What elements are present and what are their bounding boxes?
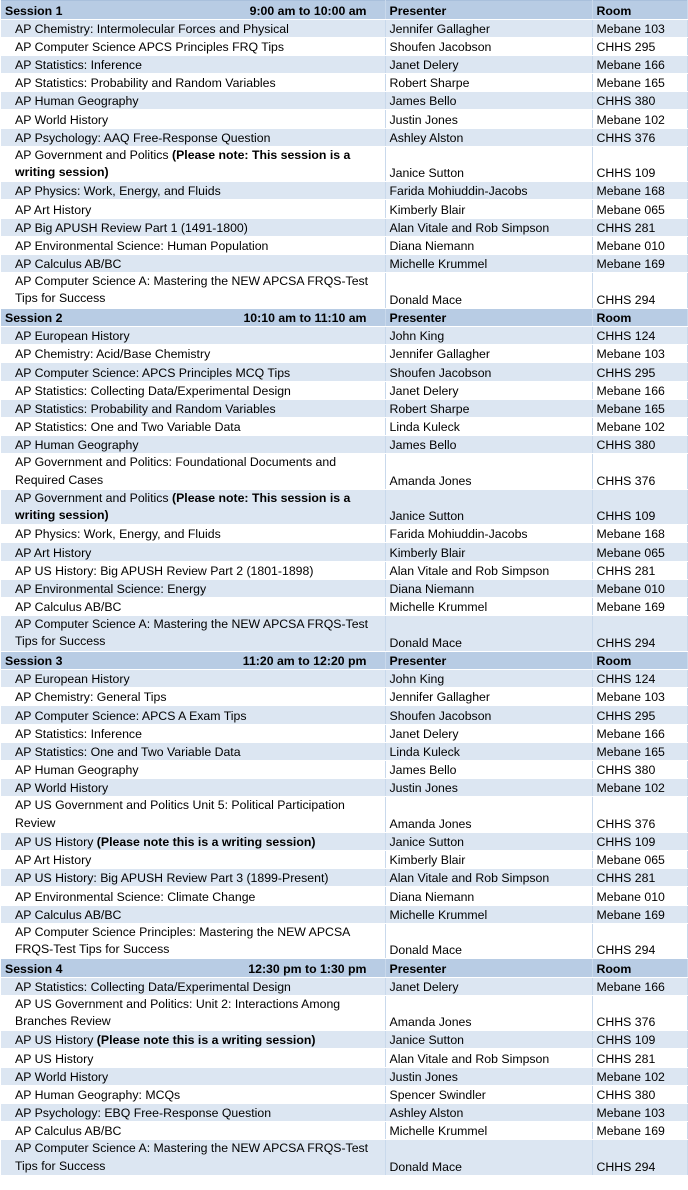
room-cell: Mebane 102 xyxy=(592,1067,687,1085)
course-title: AP Statistics: One and Two Variable Data xyxy=(15,420,241,435)
room-cell: Mebane 166 xyxy=(592,381,687,399)
session-header xyxy=(1,959,687,978)
presenter-cell: Janice Sutton xyxy=(385,146,592,181)
room-cell: Mebane 166 xyxy=(592,977,687,995)
room-cell: CHHS 376 xyxy=(592,128,687,146)
table-row xyxy=(1,273,687,308)
room-cell: CHHS 380 xyxy=(592,1085,687,1103)
presenter-cell: Donald Mace xyxy=(385,273,592,308)
table-row xyxy=(1,236,687,254)
course-cell xyxy=(1,1067,385,1085)
course-title: AP Government and Politics xyxy=(15,147,172,162)
course-cell xyxy=(1,273,385,308)
course-cell xyxy=(1,327,385,345)
course-title: AP Calculus AB/BC xyxy=(15,1124,122,1139)
table-row xyxy=(1,37,687,55)
table-row xyxy=(1,995,687,1030)
table-row xyxy=(1,1103,687,1121)
table-row xyxy=(1,436,687,454)
table-row xyxy=(1,579,687,597)
room-cell: CHHS 380 xyxy=(592,760,687,778)
room-header: Room xyxy=(592,308,687,327)
course-cell xyxy=(1,489,385,524)
presenter-cell: Donald Mace xyxy=(385,1140,592,1175)
room-cell: Mebane 165 xyxy=(592,74,687,92)
course-cell xyxy=(1,146,385,181)
course-title: AP Statistics: Inference xyxy=(15,726,142,741)
course-cell xyxy=(1,19,385,37)
room-cell: Mebane 065 xyxy=(592,200,687,218)
course-note: (Please note this is a writing session) xyxy=(96,1033,316,1048)
session-time: 9:00 am to 10:00 am xyxy=(249,3,367,18)
room-cell: CHHS 376 xyxy=(592,454,687,489)
room-cell: CHHS 380 xyxy=(592,92,687,110)
room-cell: Mebane 166 xyxy=(592,724,687,742)
course-title: AP Statistics: Inference xyxy=(15,58,142,73)
presenter-cell: Janice Sutton xyxy=(385,832,592,850)
table-row xyxy=(1,905,687,923)
presenter-cell: Alan Vitale and Rob Simpson xyxy=(385,561,592,579)
presenter-cell: Michelle Krummel xyxy=(385,1122,592,1140)
room-cell: CHHS 295 xyxy=(592,37,687,55)
session-title-cell xyxy=(1,1,385,20)
room-cell: CHHS 295 xyxy=(592,706,687,724)
course-note: (Please note: This session is a writing session) xyxy=(15,490,351,522)
presenter-cell: Alan Vitale and Rob Simpson xyxy=(385,218,592,236)
course-title: AP European History xyxy=(15,329,130,344)
presenter-cell: John King xyxy=(385,670,592,688)
table-row xyxy=(1,327,687,345)
presenter-cell: Kimberly Blair xyxy=(385,200,592,218)
course-title: AP Chemistry: General Tips xyxy=(15,690,167,705)
room-cell: CHHS 376 xyxy=(592,995,687,1030)
presenter-cell: John King xyxy=(385,327,592,345)
presenter-cell: Kimberly Blair xyxy=(385,543,592,561)
course-cell xyxy=(1,688,385,706)
room-cell: Mebane 102 xyxy=(592,779,687,797)
room-cell: Mebane 065 xyxy=(592,850,687,868)
presenter-cell: Farida Mohiuddin-Jacobs xyxy=(385,182,592,200)
course-cell xyxy=(1,742,385,760)
room-cell: Mebane 168 xyxy=(592,525,687,543)
course-title: AP Computer Science: APCS A Exam Tips xyxy=(15,708,247,723)
room-header: Room xyxy=(592,959,687,978)
room-cell: CHHS 294 xyxy=(592,923,687,958)
session-time: 11:20 am to 12:20 pm xyxy=(242,654,367,669)
presenter-cell: Shoufen Jacobson xyxy=(385,37,592,55)
room-cell: CHHS 294 xyxy=(592,1140,687,1175)
course-title: AP Chemistry: Acid/Base Chemistry xyxy=(15,347,211,362)
table-row xyxy=(1,616,687,651)
course-cell xyxy=(1,977,385,995)
room-cell: CHHS 124 xyxy=(592,670,687,688)
table-row xyxy=(1,923,687,958)
course-cell xyxy=(1,128,385,146)
session-header xyxy=(1,1,687,20)
course-title: AP Calculus AB/BC xyxy=(15,907,122,922)
course-cell xyxy=(1,670,385,688)
course-cell xyxy=(1,1140,385,1175)
course-title: AP US Government and Politics Unit 5: Political Participation Review xyxy=(15,798,345,830)
course-cell xyxy=(1,74,385,92)
presenter-cell: Janet Delery xyxy=(385,724,592,742)
course-title: AP Human Geography: MCQs xyxy=(15,1087,181,1102)
course-title: AP Big APUSH Review Part 1 (1491-1800) xyxy=(15,220,248,235)
course-title: AP Government and Politics xyxy=(15,490,172,505)
table-row xyxy=(1,418,687,436)
room-cell: CHHS 109 xyxy=(592,489,687,524)
course-cell xyxy=(1,905,385,923)
course-cell xyxy=(1,923,385,958)
presenter-cell: Ashley Alston xyxy=(385,1103,592,1121)
course-cell xyxy=(1,236,385,254)
presenter-cell: Donald Mace xyxy=(385,923,592,958)
course-cell xyxy=(1,561,385,579)
course-cell xyxy=(1,887,385,905)
course-title: AP Art History xyxy=(15,853,92,868)
table-row xyxy=(1,92,687,110)
room-cell: Mebane 010 xyxy=(592,579,687,597)
table-row xyxy=(1,345,687,363)
table-row xyxy=(1,489,687,524)
room-cell: CHHS 281 xyxy=(592,1049,687,1067)
course-title: AP US History: Big APUSH Review Part 3 (1899-Present) xyxy=(15,871,329,886)
table-row xyxy=(1,887,687,905)
table-row xyxy=(1,561,687,579)
room-cell: Mebane 102 xyxy=(592,110,687,128)
room-cell: Mebane 103 xyxy=(592,688,687,706)
course-title: AP Statistics: Collecting Data/Experimental Design xyxy=(15,383,291,398)
table-row xyxy=(1,110,687,128)
course-title: AP Physics: Work, Energy, and Fluids xyxy=(15,527,221,542)
table-row xyxy=(1,688,687,706)
table-row xyxy=(1,454,687,489)
course-title: AP Computer Science A: Mastering the NEW APCSA FRQS-Test Tips for Success xyxy=(15,274,369,306)
table-row xyxy=(1,381,687,399)
room-cell: Mebane 103 xyxy=(592,1103,687,1121)
course-note: (Please note: This session is a writing session) xyxy=(15,147,351,180)
schedule-table xyxy=(1,0,688,1176)
room-cell: Mebane 169 xyxy=(592,597,687,615)
session-time: 10:10 am to 11:10 am xyxy=(243,311,367,326)
presenter-cell: Spencer Swindler xyxy=(385,1085,592,1103)
table-row xyxy=(1,1031,687,1049)
table-row xyxy=(1,543,687,561)
session-name: Session 1 xyxy=(5,3,63,18)
room-cell: CHHS 109 xyxy=(592,1031,687,1049)
presenter-cell: Diana Niemann xyxy=(385,887,592,905)
course-title: AP US Government and Politics: Unit 2: Interactions Among Branches Review xyxy=(15,996,341,1028)
presenter-cell: Janet Delery xyxy=(385,977,592,995)
room-cell: Mebane 169 xyxy=(592,1122,687,1140)
course-cell xyxy=(1,1031,385,1049)
presenter-cell: James Bello xyxy=(385,436,592,454)
course-title: AP Psychology: AAQ Free-Response Question xyxy=(15,130,271,145)
course-title: AP Chemistry: Intermolecular Forces and Physical xyxy=(15,21,289,36)
course-title: AP World History xyxy=(15,781,109,796)
presenter-cell: Janet Delery xyxy=(385,381,592,399)
presenter-cell: Justin Jones xyxy=(385,110,592,128)
session-title-cell xyxy=(1,651,385,670)
session-name: Session 2 xyxy=(5,311,63,326)
table-row xyxy=(1,1085,687,1103)
session-title-cell xyxy=(1,959,385,978)
course-title: AP Psychology: EBQ Free-Response Question xyxy=(15,1106,272,1121)
course-title: AP Statistics: One and Two Variable Data xyxy=(15,744,241,759)
course-title: AP Computer Science A: Mastering the NEW APCSA FRQS-Test Tips for Success xyxy=(15,1141,369,1173)
course-cell xyxy=(1,1049,385,1067)
presenter-cell: Linda Kuleck xyxy=(385,418,592,436)
presenter-cell: Alan Vitale and Rob Simpson xyxy=(385,869,592,887)
presenter-cell: Farida Mohiuddin-Jacobs xyxy=(385,525,592,543)
room-cell: Mebane 166 xyxy=(592,55,687,73)
room-cell: CHHS 380 xyxy=(592,436,687,454)
course-title: AP Environmental Science: Human Population xyxy=(15,238,269,253)
presenter-cell: Ashley Alston xyxy=(385,128,592,146)
presenter-cell: Justin Jones xyxy=(385,1067,592,1085)
table-row xyxy=(1,869,687,887)
presenter-cell: Amanda Jones xyxy=(385,995,592,1030)
room-cell: Mebane 010 xyxy=(592,887,687,905)
session-header xyxy=(1,651,687,670)
table-row xyxy=(1,1140,687,1175)
course-title: AP Calculus AB/BC xyxy=(15,600,122,615)
course-cell xyxy=(1,418,385,436)
presenter-cell: Justin Jones xyxy=(385,779,592,797)
course-title: AP US History xyxy=(15,834,97,849)
presenter-cell: Shoufen Jacobson xyxy=(385,363,592,381)
course-cell xyxy=(1,869,385,887)
course-cell xyxy=(1,399,385,417)
room-cell: Mebane 165 xyxy=(592,399,687,417)
course-title: AP Art History xyxy=(15,202,92,217)
course-title: AP US History xyxy=(15,1051,94,1066)
presenter-cell: Jennifer Gallagher xyxy=(385,19,592,37)
presenter-header: Presenter xyxy=(385,651,592,670)
presenter-cell: Kimberly Blair xyxy=(385,850,592,868)
table-row xyxy=(1,597,687,615)
course-cell xyxy=(1,1085,385,1103)
table-row xyxy=(1,254,687,272)
presenter-cell: Amanda Jones xyxy=(385,797,592,832)
room-cell: CHHS 294 xyxy=(592,616,687,651)
course-cell xyxy=(1,706,385,724)
presenter-cell: Michelle Krummel xyxy=(385,254,592,272)
presenter-cell: Robert Sharpe xyxy=(385,399,592,417)
presenter-header: Presenter xyxy=(385,1,592,20)
table-row xyxy=(1,1049,687,1067)
table-row xyxy=(1,399,687,417)
session-title-cell xyxy=(1,308,385,327)
presenter-cell: James Bello xyxy=(385,760,592,778)
course-cell xyxy=(1,363,385,381)
course-cell xyxy=(1,724,385,742)
course-title: AP European History xyxy=(15,672,130,687)
course-cell xyxy=(1,995,385,1030)
course-cell xyxy=(1,616,385,651)
room-cell: CHHS 376 xyxy=(592,797,687,832)
course-cell xyxy=(1,110,385,128)
table-row xyxy=(1,74,687,92)
course-cell xyxy=(1,597,385,615)
presenter-cell: Alan Vitale and Rob Simpson xyxy=(385,1049,592,1067)
presenter-cell: Michelle Krummel xyxy=(385,905,592,923)
table-row xyxy=(1,1122,687,1140)
table-row xyxy=(1,760,687,778)
course-title: AP Environmental Science: Climate Change xyxy=(15,889,256,904)
course-title: AP Physics: Work, Energy, and Fluids xyxy=(15,184,221,199)
presenter-cell: Diana Niemann xyxy=(385,236,592,254)
course-cell xyxy=(1,182,385,200)
room-cell: Mebane 102 xyxy=(592,418,687,436)
table-row xyxy=(1,19,687,37)
presenter-cell: Janet Delery xyxy=(385,55,592,73)
course-cell xyxy=(1,832,385,850)
course-title: AP Statistics: Probability and Random Variables xyxy=(15,402,276,416)
course-cell xyxy=(1,1122,385,1140)
presenter-cell: Linda Kuleck xyxy=(385,742,592,760)
course-title: AP Statistics: Collecting Data/Experimental Design xyxy=(15,979,291,994)
course-title: AP Computer Science Principles: Mastering the NEW APCSA FRQS-Test Tips for Success xyxy=(15,924,350,956)
course-title: AP Human Geography xyxy=(15,94,139,109)
presenter-cell: Jennifer Gallagher xyxy=(385,345,592,363)
presenter-cell: Amanda Jones xyxy=(385,454,592,489)
room-cell: Mebane 169 xyxy=(592,254,687,272)
table-row xyxy=(1,724,687,742)
presenter-cell: Michelle Krummel xyxy=(385,597,592,615)
presenter-cell: Diana Niemann xyxy=(385,579,592,597)
course-title: AP World History xyxy=(15,1069,109,1084)
table-row xyxy=(1,55,687,73)
room-cell: CHHS 281 xyxy=(592,869,687,887)
course-note: (Please note this is a writing session) xyxy=(96,834,316,849)
presenter-cell: Janice Sutton xyxy=(385,1031,592,1049)
course-cell xyxy=(1,579,385,597)
room-cell: CHHS 295 xyxy=(592,363,687,381)
table-row xyxy=(1,977,687,995)
course-title: AP Computer Science APCS Principles FRQ Tips xyxy=(15,39,285,54)
course-title: AP Human Geography xyxy=(15,763,139,778)
room-cell: CHHS 281 xyxy=(592,561,687,579)
course-cell xyxy=(1,381,385,399)
room-cell: Mebane 168 xyxy=(592,182,687,200)
room-cell: CHHS 294 xyxy=(592,273,687,308)
course-title: AP Calculus AB/BC xyxy=(15,257,122,272)
table-row xyxy=(1,706,687,724)
presenter-cell: Jennifer Gallagher xyxy=(385,688,592,706)
presenter-cell: Shoufen Jacobson xyxy=(385,706,592,724)
presenter-cell: Robert Sharpe xyxy=(385,74,592,92)
room-cell: CHHS 109 xyxy=(592,832,687,850)
room-cell: Mebane 103 xyxy=(592,345,687,363)
session-time: 12:30 pm to 1:30 pm xyxy=(248,961,367,976)
session-name: Session 4 xyxy=(5,961,63,976)
room-cell: CHHS 281 xyxy=(592,218,687,236)
course-title: AP US History xyxy=(15,1033,97,1048)
schedule-body xyxy=(1,1,687,1176)
course-cell xyxy=(1,850,385,868)
course-cell xyxy=(1,454,385,489)
course-title: AP Computer Science A: Mastering the NEW APCSA FRQS-Test Tips for Success xyxy=(15,617,369,649)
course-cell xyxy=(1,779,385,797)
table-row xyxy=(1,832,687,850)
course-cell xyxy=(1,37,385,55)
course-cell xyxy=(1,797,385,832)
table-row xyxy=(1,742,687,760)
course-cell xyxy=(1,200,385,218)
table-row xyxy=(1,200,687,218)
course-cell xyxy=(1,254,385,272)
presenter-cell: Janice Sutton xyxy=(385,489,592,524)
table-row xyxy=(1,128,687,146)
table-row xyxy=(1,850,687,868)
room-cell: Mebane 103 xyxy=(592,19,687,37)
course-title: AP Government and Politics: Foundational Documents and Required Cases xyxy=(15,455,337,487)
room-cell: Mebane 010 xyxy=(592,236,687,254)
course-title: AP Statistics: Probability and Random Variables xyxy=(15,76,276,91)
course-cell xyxy=(1,55,385,73)
course-cell xyxy=(1,760,385,778)
session-header xyxy=(1,308,687,327)
session-name: Session 3 xyxy=(5,654,63,669)
presenter-cell: Donald Mace xyxy=(385,616,592,651)
course-title: AP Art History xyxy=(15,545,92,560)
table-row xyxy=(1,182,687,200)
table-row xyxy=(1,779,687,797)
course-cell xyxy=(1,543,385,561)
course-title: AP Human Geography xyxy=(15,438,139,453)
course-title: AP World History xyxy=(15,112,109,127)
table-row xyxy=(1,1067,687,1085)
table-row xyxy=(1,670,687,688)
course-cell xyxy=(1,1103,385,1121)
table-row xyxy=(1,525,687,543)
presenter-header: Presenter xyxy=(385,308,592,327)
table-row xyxy=(1,363,687,381)
course-cell xyxy=(1,218,385,236)
presenter-cell: James Bello xyxy=(385,92,592,110)
course-cell xyxy=(1,92,385,110)
presenter-header: Presenter xyxy=(385,959,592,978)
course-cell xyxy=(1,345,385,363)
course-title: AP Environmental Science: Energy xyxy=(15,581,207,596)
table-row xyxy=(1,218,687,236)
room-header: Room xyxy=(592,1,687,20)
table-row xyxy=(1,797,687,832)
table-row xyxy=(1,146,687,181)
course-title: AP US History: Big APUSH Review Part 2 (1801-1898) xyxy=(15,563,314,578)
course-title: AP Computer Science: APCS Principles MCQ Tips xyxy=(15,365,291,380)
room-cell: Mebane 169 xyxy=(592,905,687,923)
room-cell: CHHS 124 xyxy=(592,327,687,345)
course-cell xyxy=(1,436,385,454)
room-cell: Mebane 165 xyxy=(592,742,687,760)
room-cell: CHHS 109 xyxy=(592,146,687,181)
course-cell xyxy=(1,525,385,543)
room-header: Room xyxy=(592,651,687,670)
room-cell: Mebane 065 xyxy=(592,543,687,561)
